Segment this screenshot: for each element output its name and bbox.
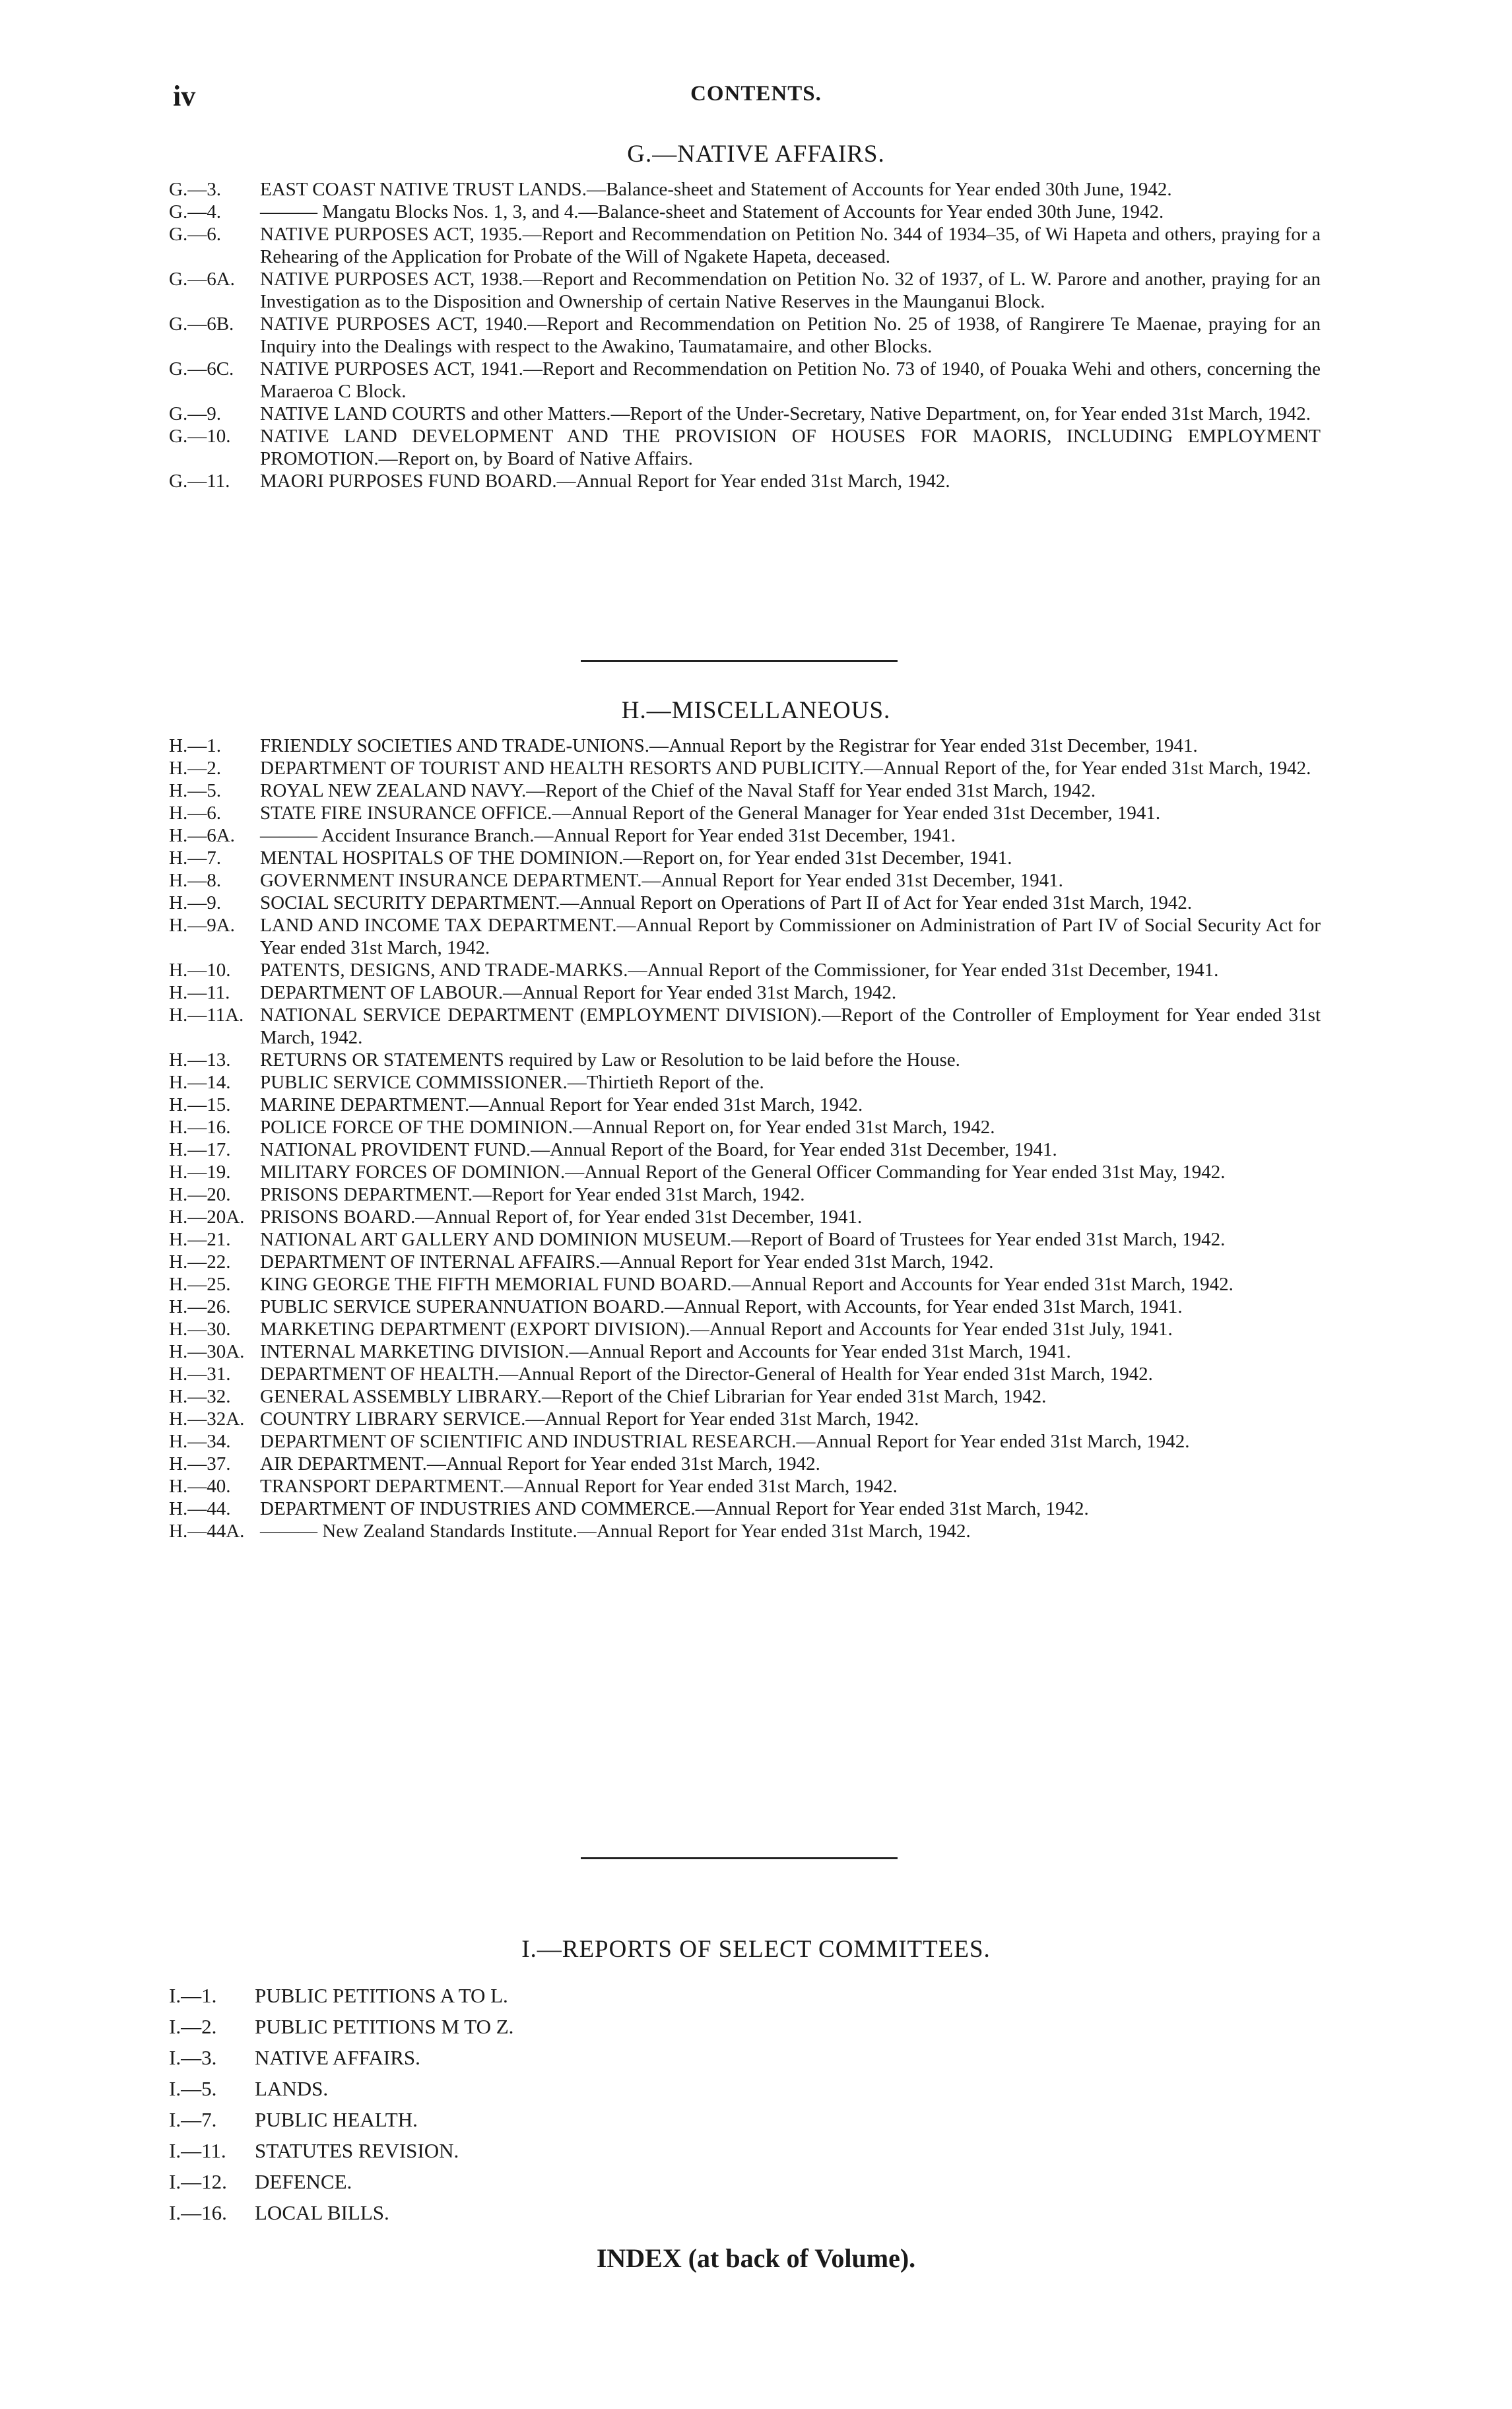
- contents-entry: [169, 1340, 1321, 1363]
- contents-entry: [169, 1453, 1321, 1475]
- contents-entry: [169, 2042, 1093, 2073]
- contents-entry: [169, 914, 1321, 959]
- contents-entry: [169, 735, 1321, 757]
- entry-text: FRIENDLY SOCIETIES AND TRADE-UNIONS.—Annual Report by the Registrar for Year ended 31st December, 1941.: [260, 735, 1198, 756]
- entry-code: H.—1.: [169, 735, 221, 756]
- contents-entry: [169, 2011, 1093, 2042]
- contents-entry: [169, 757, 1321, 779]
- entry-text: ROYAL NEW ZEALAND NAVY.—Report of the Chief of the Naval Staff for Year ended 31st March, 1942.: [260, 780, 1096, 801]
- contents-entry: [169, 1138, 1321, 1161]
- entry-code: G.—6.: [169, 224, 221, 245]
- contents-entry: [169, 1318, 1321, 1340]
- contents-entry: [169, 847, 1321, 869]
- contents-entry: [169, 268, 1321, 313]
- entry-code: I.—3.: [169, 2046, 217, 2069]
- entry-code: I.—2.: [169, 2015, 217, 2038]
- entry-text: PRISONS DEPARTMENT.—Report for Year ended 31st March, 1942.: [260, 1184, 805, 1205]
- entry-code: H.—22.: [169, 1251, 231, 1272]
- entry-text: NATIVE PURPOSES ACT, 1941.—Report and Recommendation on Petition No. 73 of 1940, of Pouaka Wehi and others, concerning the Maraeroa C Block.: [260, 358, 1321, 402]
- entry-code: H.—6A.: [169, 825, 235, 846]
- entry-code: H.—13.: [169, 1049, 231, 1071]
- entry-code: H.—30A.: [169, 1341, 245, 1362]
- entry-text: GOVERNMENT INSURANCE DEPARTMENT.—Annual Report for Year ended 31st December, 1941.: [260, 870, 1063, 891]
- entry-code: H.—14.: [169, 1072, 231, 1093]
- contents-entry: [169, 201, 1321, 223]
- entry-text: GENERAL ASSEMBLY LIBRARY.—Report of the Chief Librarian for Year ended 31st March, 1942.: [260, 1386, 1047, 1407]
- entry-text: RETURNS OR STATEMENTS required by Law or Resolution to be laid before the House.: [260, 1049, 960, 1071]
- contents-entry: [169, 425, 1321, 470]
- contents-entry: [169, 1273, 1321, 1296]
- entry-code: G.—6A.: [169, 269, 235, 290]
- entry-text: KING GEORGE THE FIFTH MEMORIAL FUND BOARD.—Annual Report and Accounts for Year ended 31st March, 1942.: [260, 1274, 1233, 1295]
- contents-entry: [169, 779, 1321, 802]
- section-title-native-affairs: G.—NATIVE AFFAIRS.: [627, 141, 885, 168]
- section-i-entries: [169, 1980, 1093, 2228]
- entry-code: H.—44.: [169, 1498, 231, 1519]
- entry-code: H.—25.: [169, 1274, 231, 1295]
- entry-text: AIR DEPARTMENT.—Annual Report for Year ended 31st March, 1942.: [260, 1453, 820, 1474]
- entry-text: PUBLIC PETITIONS A TO L.: [255, 1984, 508, 2007]
- contents-entry: [169, 358, 1321, 403]
- contents-entry: [169, 470, 1321, 492]
- section-title-select-committees: I.—REPORTS OF SELECT COMMITTEES.: [521, 1936, 991, 1963]
- entry-text: ——— Mangatu Blocks Nos. 1, 3, and 4.—Balance-sheet and Statement of Accounts for Year ended 30th June, 1942.: [260, 201, 1164, 222]
- entry-text: SOCIAL SECURITY DEPARTMENT.—Annual Report on Operations of Part II of Act for Year ended 31st March, 1942.: [260, 892, 1193, 913]
- entry-code: H.—10.: [169, 960, 231, 981]
- entry-code: H.—6.: [169, 803, 221, 824]
- entry-code: H.—21.: [169, 1229, 231, 1250]
- contents-entry: [169, 1116, 1321, 1138]
- entry-text: PUBLIC SERVICE COMMISSIONER.—Thirtieth Report of the.: [260, 1072, 764, 1093]
- entry-code: G.—10.: [169, 426, 231, 447]
- contents-entry: [169, 1475, 1321, 1498]
- contents-entry: [169, 223, 1321, 268]
- page-number: iv: [173, 80, 196, 112]
- contents-entry: [169, 1004, 1321, 1049]
- contents-entry: [169, 959, 1321, 981]
- entry-text: MARINE DEPARTMENT.—Annual Report for Year ended 31st March, 1942.: [260, 1094, 863, 1115]
- contents-entry: [169, 1228, 1321, 1251]
- contents-entry: [169, 1520, 1321, 1542]
- entry-text: PUBLIC PETITIONS M TO Z.: [255, 2015, 514, 2038]
- entry-code: H.—5.: [169, 780, 221, 801]
- entry-text: TRANSPORT DEPARTMENT.—Annual Report for Year ended 31st March, 1942.: [260, 1476, 898, 1497]
- entry-code: I.—12.: [169, 2170, 227, 2193]
- entry-code: H.—2.: [169, 758, 221, 779]
- entry-text: EAST COAST NATIVE TRUST LANDS.—Balance-sheet and Statement of Accounts for Year ended 30th June, 1942.: [260, 179, 1172, 200]
- contents-entry: [169, 1049, 1321, 1071]
- entry-code: H.—8.: [169, 870, 221, 891]
- contents-entry: [169, 403, 1321, 425]
- entry-text: DEPARTMENT OF HEALTH.—Annual Report of the Director-General of Health for Year ended 31st March, 1942.: [260, 1364, 1153, 1385]
- entry-text: DEPARTMENT OF TOURIST AND HEALTH RESORTS AND PUBLICITY.—Annual Report of the, for Year ended 31st March, 1942.: [260, 758, 1311, 779]
- entry-text: DEPARTMENT OF SCIENTIFIC AND INDUSTRIAL RESEARCH.—Annual Report for Year ended 31st March, 1942.: [260, 1431, 1190, 1452]
- entry-text: NATIVE PURPOSES ACT, 1938.—Report and Recommendation on Petition No. 32 of 1937, of L. W. Parore and another, praying for an Investigation as to the Disposition and Ownership of certain Native Reserves in the Maunganui Block.: [260, 269, 1321, 312]
- contents-entry: [169, 1071, 1321, 1094]
- section-h-entries: [169, 735, 1321, 1542]
- entry-code: H.—26.: [169, 1296, 231, 1317]
- entry-text: ——— Accident Insurance Branch.—Annual Report for Year ended 31st December, 1941.: [260, 825, 956, 846]
- entry-text: MENTAL HOSPITALS OF THE DOMINION.—Report on, for Year ended 31st December, 1941.: [260, 847, 1012, 869]
- entry-text: DEPARTMENT OF LABOUR.—Annual Report for Year ended 31st March, 1942.: [260, 982, 897, 1003]
- entry-code: H.—11.: [169, 982, 230, 1003]
- entry-code: G.—9.: [169, 403, 221, 424]
- contents-entry: [169, 1251, 1321, 1273]
- entry-code: G.—6C.: [169, 358, 234, 380]
- entry-code: H.—31.: [169, 1364, 231, 1385]
- entry-text: DEPARTMENT OF INTERNAL AFFAIRS.—Annual Report for Year ended 31st March, 1942.: [260, 1251, 994, 1272]
- contents-entry: [169, 1363, 1321, 1385]
- entry-text: COUNTRY LIBRARY SERVICE.—Annual Report for Year ended 31st March, 1942.: [260, 1408, 919, 1430]
- section-divider: [581, 1857, 898, 1859]
- contents-entry: [169, 1980, 1093, 2011]
- entry-text: PUBLIC SERVICE SUPERANNUATION BOARD.—Annual Report, with Accounts, for Year ended 31st March, 1941.: [260, 1296, 1183, 1317]
- entry-code: H.—20.: [169, 1184, 231, 1205]
- section-divider: [581, 660, 898, 662]
- entry-code: H.—30.: [169, 1319, 231, 1340]
- contents-entry: [169, 2104, 1093, 2135]
- entry-code: H.—17.: [169, 1139, 231, 1160]
- contents-entry: [169, 824, 1321, 847]
- contents-entry: [169, 1206, 1321, 1228]
- entry-text: POLICE FORCE OF THE DOMINION.—Annual Report on, for Year ended 31st March, 1942.: [260, 1117, 995, 1138]
- entry-text: MILITARY FORCES OF DOMINION.—Annual Report of the General Officer Commanding for Year ended 31st May, 1942.: [260, 1162, 1226, 1183]
- contents-entry: [169, 313, 1321, 358]
- index-note: INDEX (at back of Volume).: [596, 2243, 916, 2273]
- entry-code: H.—20A.: [169, 1206, 245, 1228]
- entry-text: NATIONAL SERVICE DEPARTMENT (EMPLOYMENT DIVISION).—Report of the Controller of Employment for Year ended 31st March, 1942.: [260, 1005, 1321, 1048]
- entry-code: H.—32.: [169, 1386, 231, 1407]
- entry-text: NATIVE AFFAIRS.: [255, 2046, 420, 2069]
- section-g-entries: [169, 178, 1321, 492]
- entry-code: I.—1.: [169, 1984, 217, 2007]
- entry-code: H.—7.: [169, 847, 221, 869]
- contents-entry: [169, 2073, 1093, 2104]
- entry-code: I.—5.: [169, 2077, 217, 2100]
- entry-code: H.—15.: [169, 1094, 231, 1115]
- entry-code: H.—11A.: [169, 1005, 244, 1026]
- entry-code: H.—40.: [169, 1476, 231, 1497]
- entry-text: MAORI PURPOSES FUND BOARD.—Annual Report for Year ended 31st March, 1942.: [260, 471, 950, 492]
- contents-entry: [169, 1161, 1321, 1183]
- running-head: CONTENTS.: [690, 82, 822, 106]
- entry-text: PUBLIC HEALTH.: [255, 2108, 418, 2131]
- entry-code: G.—11.: [169, 471, 230, 492]
- entry-code: H.—16.: [169, 1117, 231, 1138]
- entry-text: STATUTES REVISION.: [255, 2139, 459, 2162]
- entry-code: H.—44A.: [169, 1521, 245, 1542]
- entry-code: G.—6B.: [169, 314, 234, 335]
- contents-entry: [169, 2197, 1093, 2228]
- contents-entry: [169, 1430, 1321, 1453]
- contents-entry: [169, 1094, 1321, 1116]
- entry-text: NATIONAL ART GALLERY AND DOMINION MUSEUM.—Report of Board of Trustees for Year ended 31st March, 1942.: [260, 1229, 1226, 1250]
- entry-text: LANDS.: [255, 2077, 329, 2100]
- entry-text: MARKETING DEPARTMENT (EXPORT DIVISION).—Annual Report and Accounts for Year ended 31st July, 1941.: [260, 1319, 1173, 1340]
- entry-code: I.—16.: [169, 2201, 227, 2224]
- contents-entry: [169, 802, 1321, 824]
- entry-code: H.—9A.: [169, 915, 235, 936]
- contents-entry: [169, 1408, 1321, 1430]
- contents-entry: [169, 1385, 1321, 1408]
- entry-text: DEFENCE.: [255, 2170, 352, 2193]
- contents-entry: [169, 981, 1321, 1004]
- contents-entry: [169, 2135, 1093, 2166]
- entry-text: PRISONS BOARD.—Annual Report of, for Year ended 31st December, 1941.: [260, 1206, 863, 1228]
- contents-entry: [169, 1498, 1321, 1520]
- entry-text: INTERNAL MARKETING DIVISION.—Annual Report and Accounts for Year ended 31st March, 1941.: [260, 1341, 1071, 1362]
- entry-code: I.—11.: [169, 2139, 226, 2162]
- entry-code: H.—32A.: [169, 1408, 245, 1430]
- entry-text: NATIVE LAND DEVELOPMENT AND THE PROVISION OF HOUSES FOR MAORIS, INCLUDING EMPLOYMENT PROMOTION.—Report on, by Board of Native Affairs.: [260, 426, 1321, 469]
- contents-entry: [169, 892, 1321, 914]
- contents-entry: [169, 869, 1321, 892]
- entry-code: H.—9.: [169, 892, 221, 913]
- contents-entry: [169, 178, 1321, 201]
- entry-text: NATIONAL PROVIDENT FUND.—Annual Report of the Board, for Year ended 31st December, 1941.: [260, 1139, 1057, 1160]
- entry-text: DEPARTMENT OF INDUSTRIES AND COMMERCE.—Annual Report for Year ended 31st March, 1942.: [260, 1498, 1089, 1519]
- entry-text: NATIVE LAND COURTS and other Matters.—Report of the Under-Secretary, Native Department, on, for Year ended 31st March, 1942.: [260, 403, 1311, 424]
- entry-text: PATENTS, DESIGNS, AND TRADE-MARKS.—Annual Report of the Commissioner, for Year ended 31st December, 1941.: [260, 960, 1219, 981]
- contents-entry: [169, 2166, 1093, 2197]
- contents-entry: [169, 1183, 1321, 1206]
- entry-code: G.—4.: [169, 201, 221, 222]
- entry-text: LAND AND INCOME TAX DEPARTMENT.—Annual Report by Commissioner on Administration of Part IV of Social Security Act for Year ended 31st March, 1942.: [260, 915, 1321, 958]
- entry-code: G.—3.: [169, 179, 221, 200]
- contents-entry: [169, 1296, 1321, 1318]
- entry-text: NATIVE PURPOSES ACT, 1940.—Report and Recommendation on Petition No. 25 of 1938, of Rangirere Te Maenae, praying for an Inquiry into the Dealings with respect to the Awakino, Taumatamaire, and other Blocks.: [260, 314, 1321, 357]
- entry-code: I.—7.: [169, 2108, 217, 2131]
- entry-code: H.—37.: [169, 1453, 231, 1474]
- section-title-miscellaneous: H.—MISCELLANEOUS.: [621, 697, 891, 724]
- entry-code: H.—34.: [169, 1431, 231, 1452]
- entry-text: NATIVE PURPOSES ACT, 1935.—Report and Recommendation on Petition No. 344 of 1934–35, of Wi Hapeta and others, praying for a Rehearing of the Application for Probate of the Will of Ngakete Hapeta, deceased.: [260, 224, 1321, 267]
- entry-text: STATE FIRE INSURANCE OFFICE.—Annual Report of the General Manager for Year ended 31st December, 1941.: [260, 803, 1161, 824]
- entry-text: ——— New Zealand Standards Institute.—Annual Report for Year ended 31st March, 1942.: [260, 1521, 971, 1542]
- entry-code: H.—19.: [169, 1162, 231, 1183]
- entry-text: LOCAL BILLS.: [255, 2201, 389, 2224]
